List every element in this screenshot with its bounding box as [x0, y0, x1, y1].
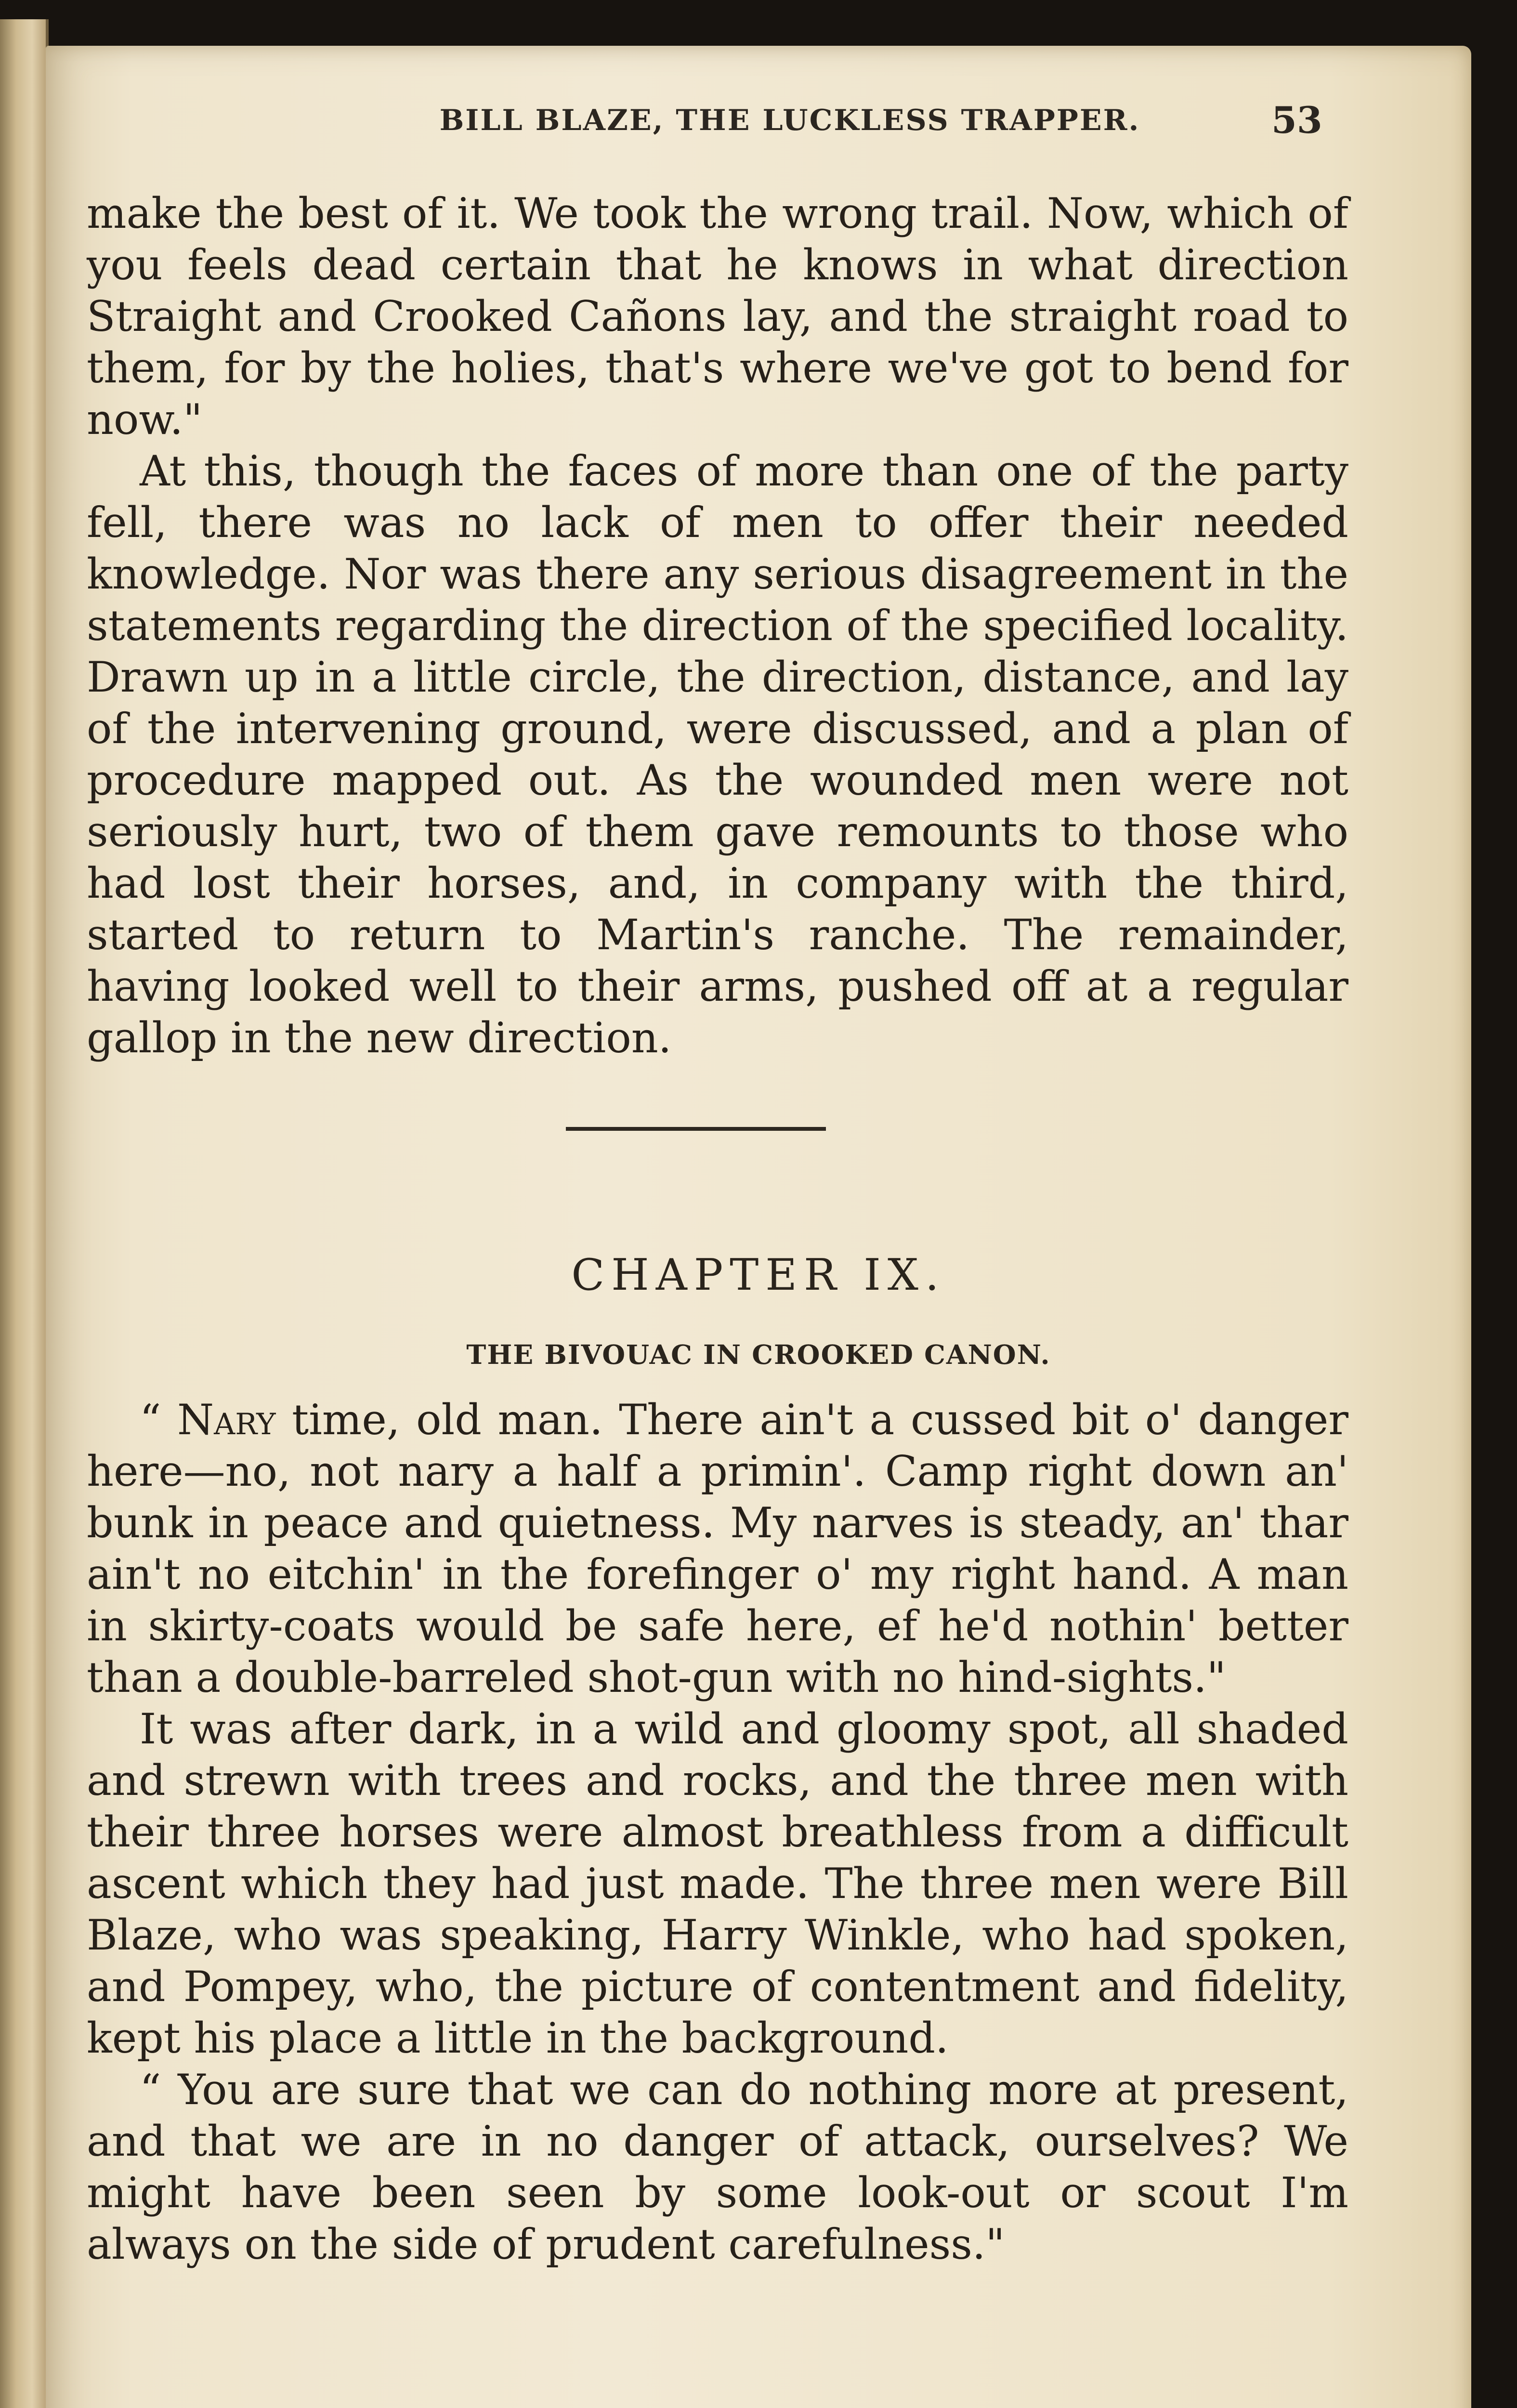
paragraph: [87, 1394, 1348, 1703]
paragraph: It was after dark, in a wild and gloomy spot, all shaded and strewn with trees and rocks, and the three men with their three horses were almost breathless from a difficult ascent which they had just made. The three men were Bill Blaze, who was speaking, Harry Winkle, who had spoken, and Pompey, who, the picture of contentment and fidelity, kept his place a little in the background.: [87, 1704, 1348, 2063]
paragraph-text: time, old man. There ain't a cussed bit o' danger here—no, not nary a half a primin'. Camp right down an' bunk in peace and quietness. My narves is steady, an' thar ain't no eitchin' in the forefinger o' my right hand. A man in skirty-coats would be safe here, ef he'd nothin' better than a double-barreled shot-gun with no hind-sights.": [87, 1395, 1348, 1702]
chapter-subtitle: THE BIVOUAC IN CROOKED CANON.: [466, 1339, 1051, 1370]
book-spine-edge: [0, 19, 49, 2408]
running-head: BILL BLAZE, THE LUCKLESS TRAPPER.: [439, 104, 1140, 137]
chapter-heading: CHAPTER IX.: [571, 1250, 946, 1300]
paragraph-lead: “ Nary: [140, 1395, 276, 1444]
paragraph: make the best of it. We took the wrong trail. Now, which of you feels dead certain that he knows in what direction Straight and Crooked Cañons lay, and the straight road to them, for by the holies, that's where we've got to bend for now.": [87, 189, 1348, 444]
section-divider: [566, 1127, 826, 1131]
paragraph: “ You are sure that we can do nothing more at present, and that we are in no danger of attack, ourselves? We might have been seen by some look-out or scout I'm always on the side of prudent carefulness.": [87, 2065, 1348, 2269]
text-block-bottom: [87, 1394, 1348, 2270]
paragraph: At this, though the faces of more than one of the party fell, there was no lack of men to offer their needed knowledge. Nor was there any serious disagreement in the statements regarding the direction of the specified locality. Drawn up in a little circle, the direction, distance, and lay of the intervening ground, were discussed, and a plan of procedure mapped out. As the wounded men were not seriously hurt, two of them gave remounts to those who had lost their horses, and, in company with the third, started to return to Martin's ranche. The remainder, having looked well to their arms, pushed off at a regular gallop in the new direction.: [87, 446, 1348, 1062]
page-number: 53: [1271, 99, 1322, 142]
text-block-top: [87, 188, 1348, 1064]
